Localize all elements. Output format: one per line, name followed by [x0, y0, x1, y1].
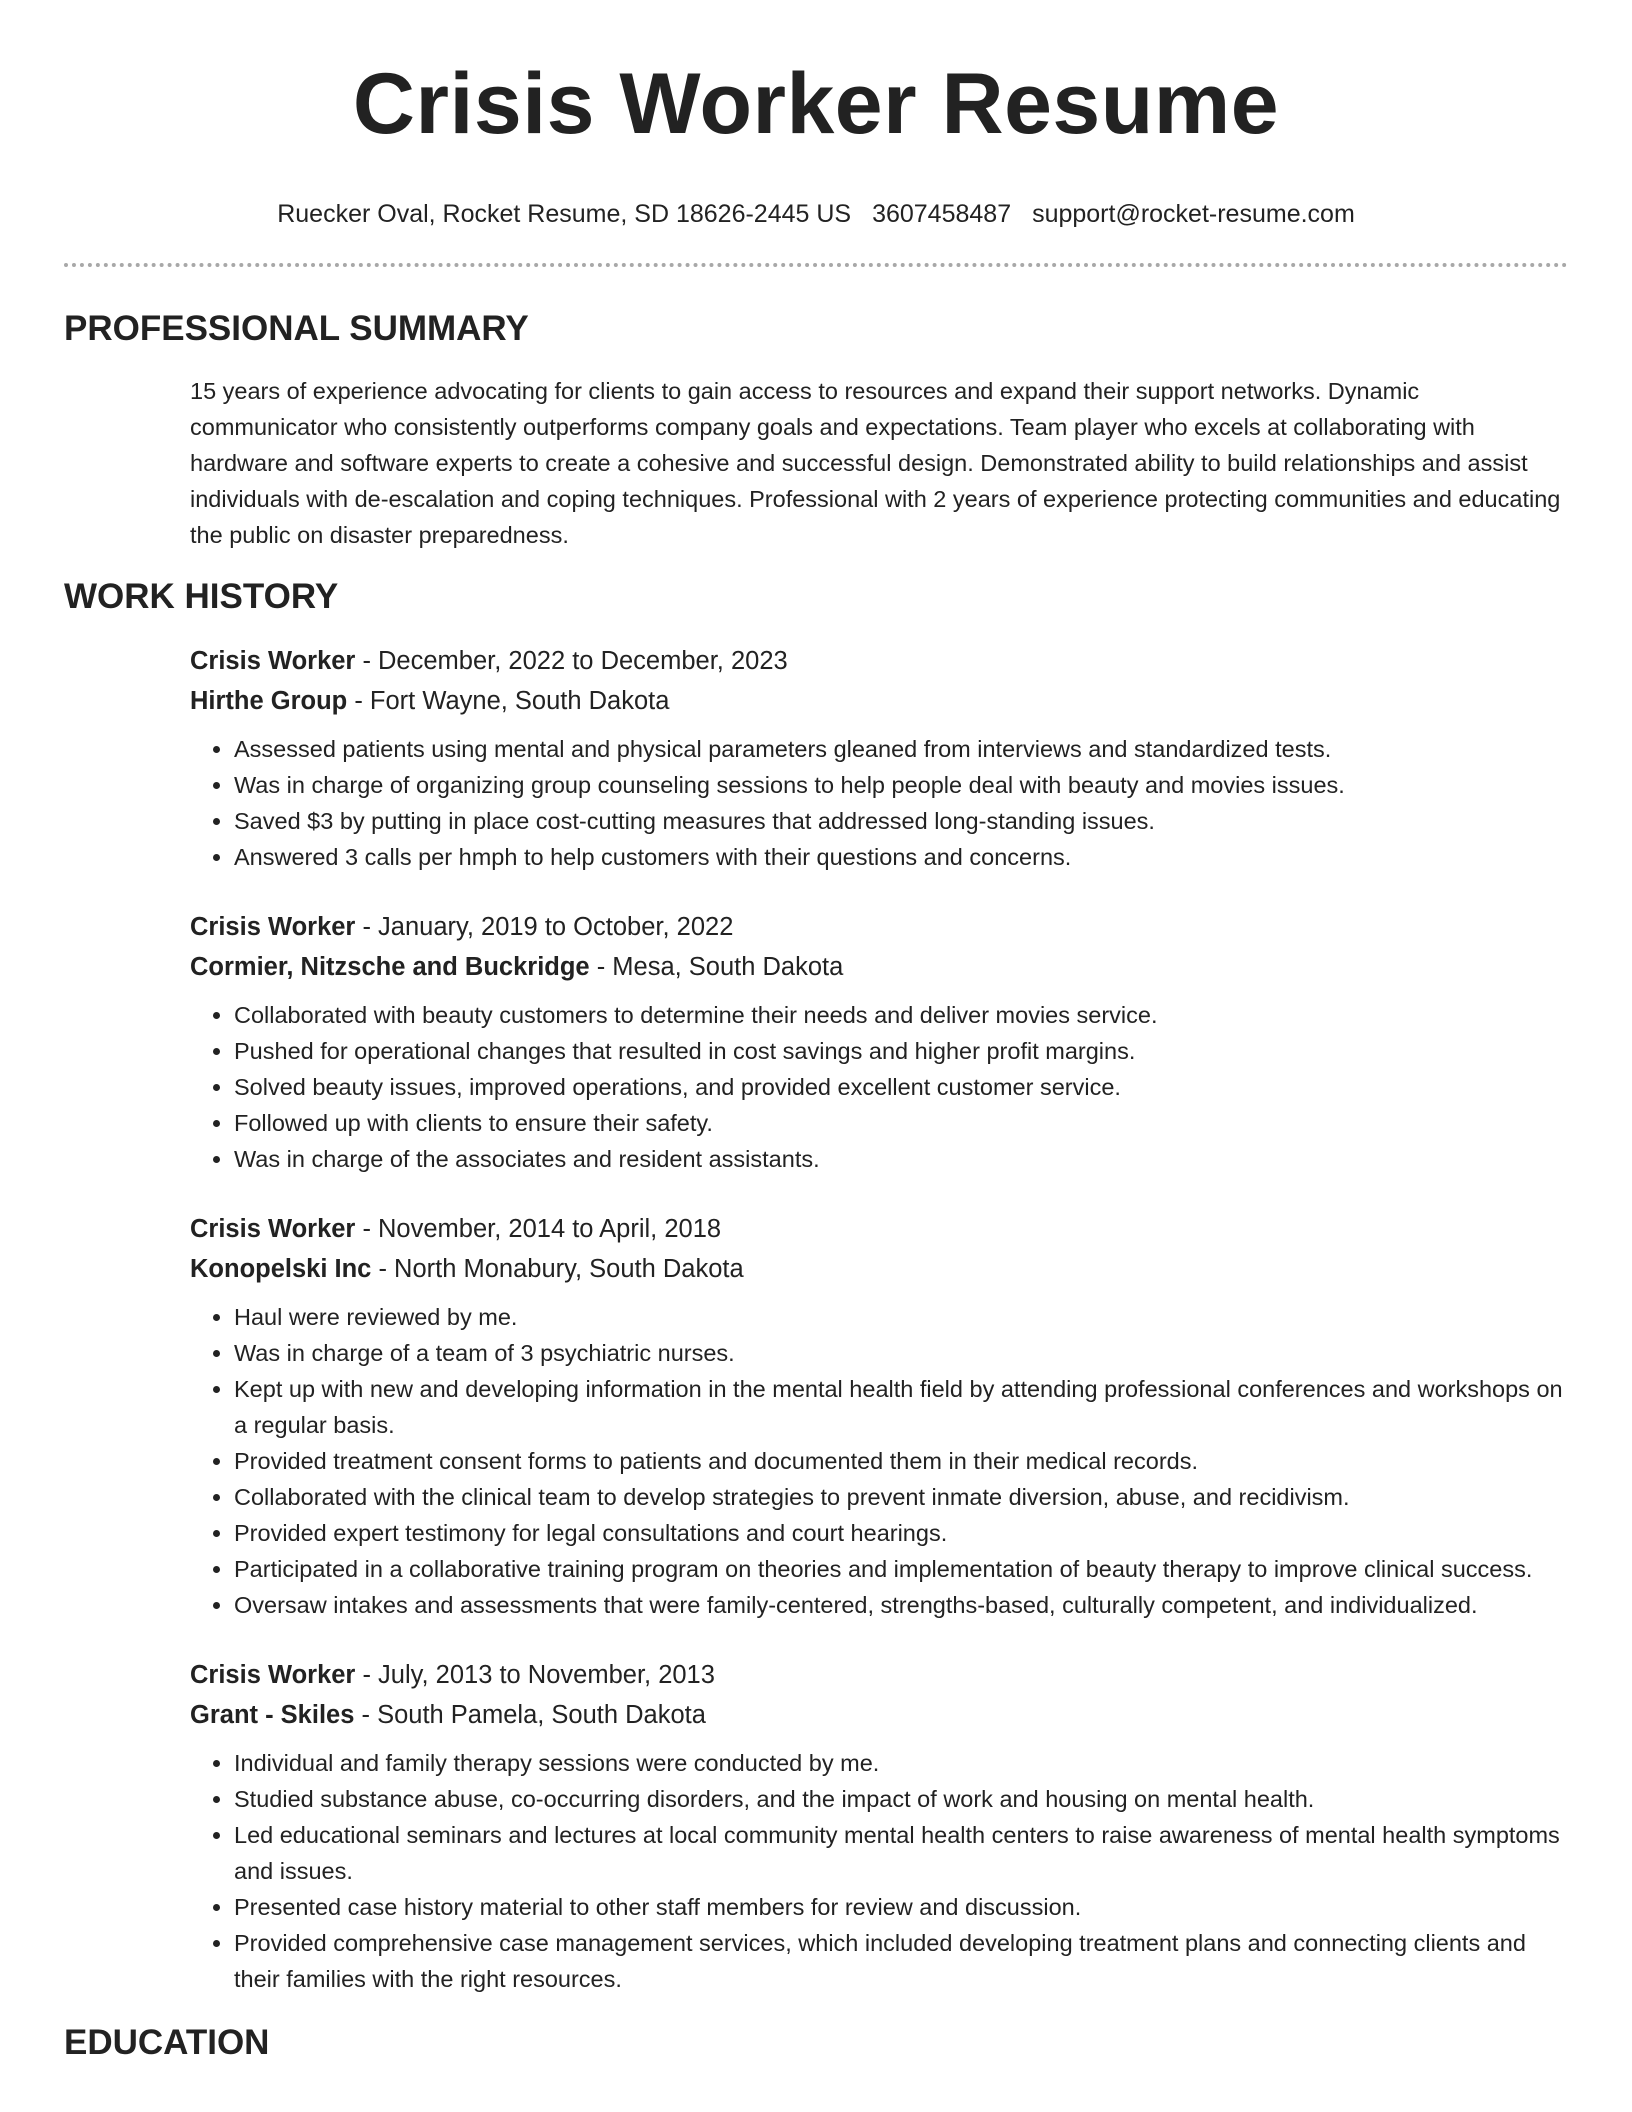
- job-bullet: • Was in charge of the associates and resident assistants.: [234, 1141, 1568, 1177]
- contact-address: Ruecker Oval, Rocket Resume, SD 18626-2445 US: [277, 200, 852, 228]
- job-title: Crisis Worker: [190, 913, 356, 941]
- job-bullet: • Was in charge of organizing group counseling sessions to help people deal with beauty and movies issues.: [234, 767, 1568, 803]
- job-dates: - July, 2013 to November, 2013: [355, 1661, 715, 1689]
- job-title-line: [190, 641, 1568, 681]
- job-title-line: [190, 1209, 1568, 1249]
- job-bullet: • Haul were reviewed by me.: [234, 1299, 1568, 1335]
- job-location: - Mesa, South Dakota: [589, 953, 844, 981]
- job-company: Hirthe Group: [190, 687, 348, 715]
- job-company-line: [190, 947, 1568, 987]
- job-title-line: [190, 1655, 1568, 1695]
- job-bullet: • Individual and family therapy sessions were conducted by me.: [234, 1745, 1568, 1781]
- summary-text: 15 years of experience advocating for clients to gain access to resources and expand their support networks. Dynamic communicator who consistently outperforms company goals and expectations. Team player who excels at collaborating with hardware and software experts to create a cohesive and successful design. Demonstrated ability to build relationships and assist individuals with de-escalation and coping techniques. Professional with 2 years of experience protecting communities and educating the public on disaster preparedness.: [190, 378, 1561, 548]
- education-heading: EDUCATION: [64, 2023, 270, 2062]
- job-dates: - January, 2019 to October, 2022: [355, 913, 734, 941]
- summary-heading: PROFESSIONAL SUMMARY: [64, 309, 529, 348]
- job-company-line: [190, 1249, 1568, 1289]
- job-bullet: • Participated in a collaborative training program on theories and implementation of beauty therapy to improve clinical success.: [234, 1551, 1568, 1587]
- job-company-line: [190, 681, 1568, 721]
- job-bullet: • Assessed patients using mental and physical parameters gleaned from interviews and standardized tests.: [234, 731, 1568, 767]
- job-entry: [190, 907, 1568, 1177]
- contact-email: support@rocket-resume.com: [1032, 200, 1355, 228]
- job-title: Crisis Worker: [190, 1661, 356, 1689]
- contact-line: [0, 198, 1632, 230]
- job-bullet: • Saved $3 by putting in place cost-cutting measures that addressed long-standing issues.: [234, 803, 1568, 839]
- job-dates: - December, 2022 to December, 2023: [355, 647, 788, 675]
- job-bullet: • Pushed for operational changes that resulted in cost savings and higher profit margins.: [234, 1033, 1568, 1069]
- job-bullets: [190, 1299, 1568, 1623]
- job-title: Crisis Worker: [190, 1215, 356, 1243]
- job-bullets: [190, 997, 1568, 1177]
- job-bullet: • Was in charge of a team of 3 psychiatric nurses.: [234, 1335, 1568, 1371]
- job-entry: [190, 1209, 1568, 1623]
- job-company: Konopelski Inc: [190, 1255, 372, 1283]
- job-bullet: • Led educational seminars and lectures at local community mental health centers to raise awareness of mental health symptoms and issues.: [234, 1817, 1568, 1889]
- job-location: - Fort Wayne, South Dakota: [347, 687, 670, 715]
- job-bullet: • Collaborated with beauty customers to determine their needs and deliver movies service.: [234, 997, 1568, 1033]
- job-company-line: [190, 1695, 1568, 1735]
- job-bullet: • Provided comprehensive case management services, which included developing treatment plans and connecting clients and their families with the right resources.: [234, 1925, 1568, 1997]
- work-history-heading: WORK HISTORY: [64, 577, 339, 616]
- job-title: Crisis Worker: [190, 647, 356, 675]
- job-bullet: • Studied substance abuse, co-occurring disorders, and the impact of work and housing on mental health.: [234, 1781, 1568, 1817]
- job-bullet: • Collaborated with the clinical team to develop strategies to prevent inmate diversion, abuse, and recidivism.: [234, 1479, 1568, 1515]
- job-bullets: [190, 1745, 1568, 1997]
- job-bullets: [190, 731, 1568, 875]
- resume-title: Crisis Worker Resume: [352, 56, 1280, 152]
- job-location: - South Pamela, South Dakota: [354, 1701, 706, 1729]
- job-entry: [190, 1655, 1568, 1997]
- job-bullet: • Kept up with new and developing information in the mental health field by attending professional conferences and workshops on a regular basis.: [234, 1371, 1568, 1443]
- job-entry: [190, 641, 1568, 875]
- job-bullet: • Presented case history material to other staff members for review and discussion.: [234, 1889, 1568, 1925]
- job-bullet: • Oversaw intakes and assessments that were family-centered, strengths-based, culturally competent, and individualized.: [234, 1587, 1568, 1623]
- header-divider: [64, 263, 1568, 267]
- contact-phone: 3607458487: [872, 200, 1012, 228]
- job-title-line: [190, 907, 1568, 947]
- job-bullet: • Provided expert testimony for legal consultations and court hearings.: [234, 1515, 1568, 1551]
- job-bullet: • Answered 3 calls per hmph to help customers with their questions and concerns.: [234, 839, 1568, 875]
- job-bullet: • Provided treatment consent forms to patients and documented them in their medical records.: [234, 1443, 1568, 1479]
- job-company: Grant - Skiles: [190, 1701, 355, 1729]
- job-bullet: • Solved beauty issues, improved operations, and provided excellent customer service.: [234, 1069, 1568, 1105]
- job-company: Cormier, Nitzsche and Buckridge: [190, 953, 590, 981]
- job-location: - North Monabury, South Dakota: [371, 1255, 744, 1283]
- job-bullet: • Followed up with clients to ensure their safety.: [234, 1105, 1568, 1141]
- job-dates: - November, 2014 to April, 2018: [355, 1215, 722, 1243]
